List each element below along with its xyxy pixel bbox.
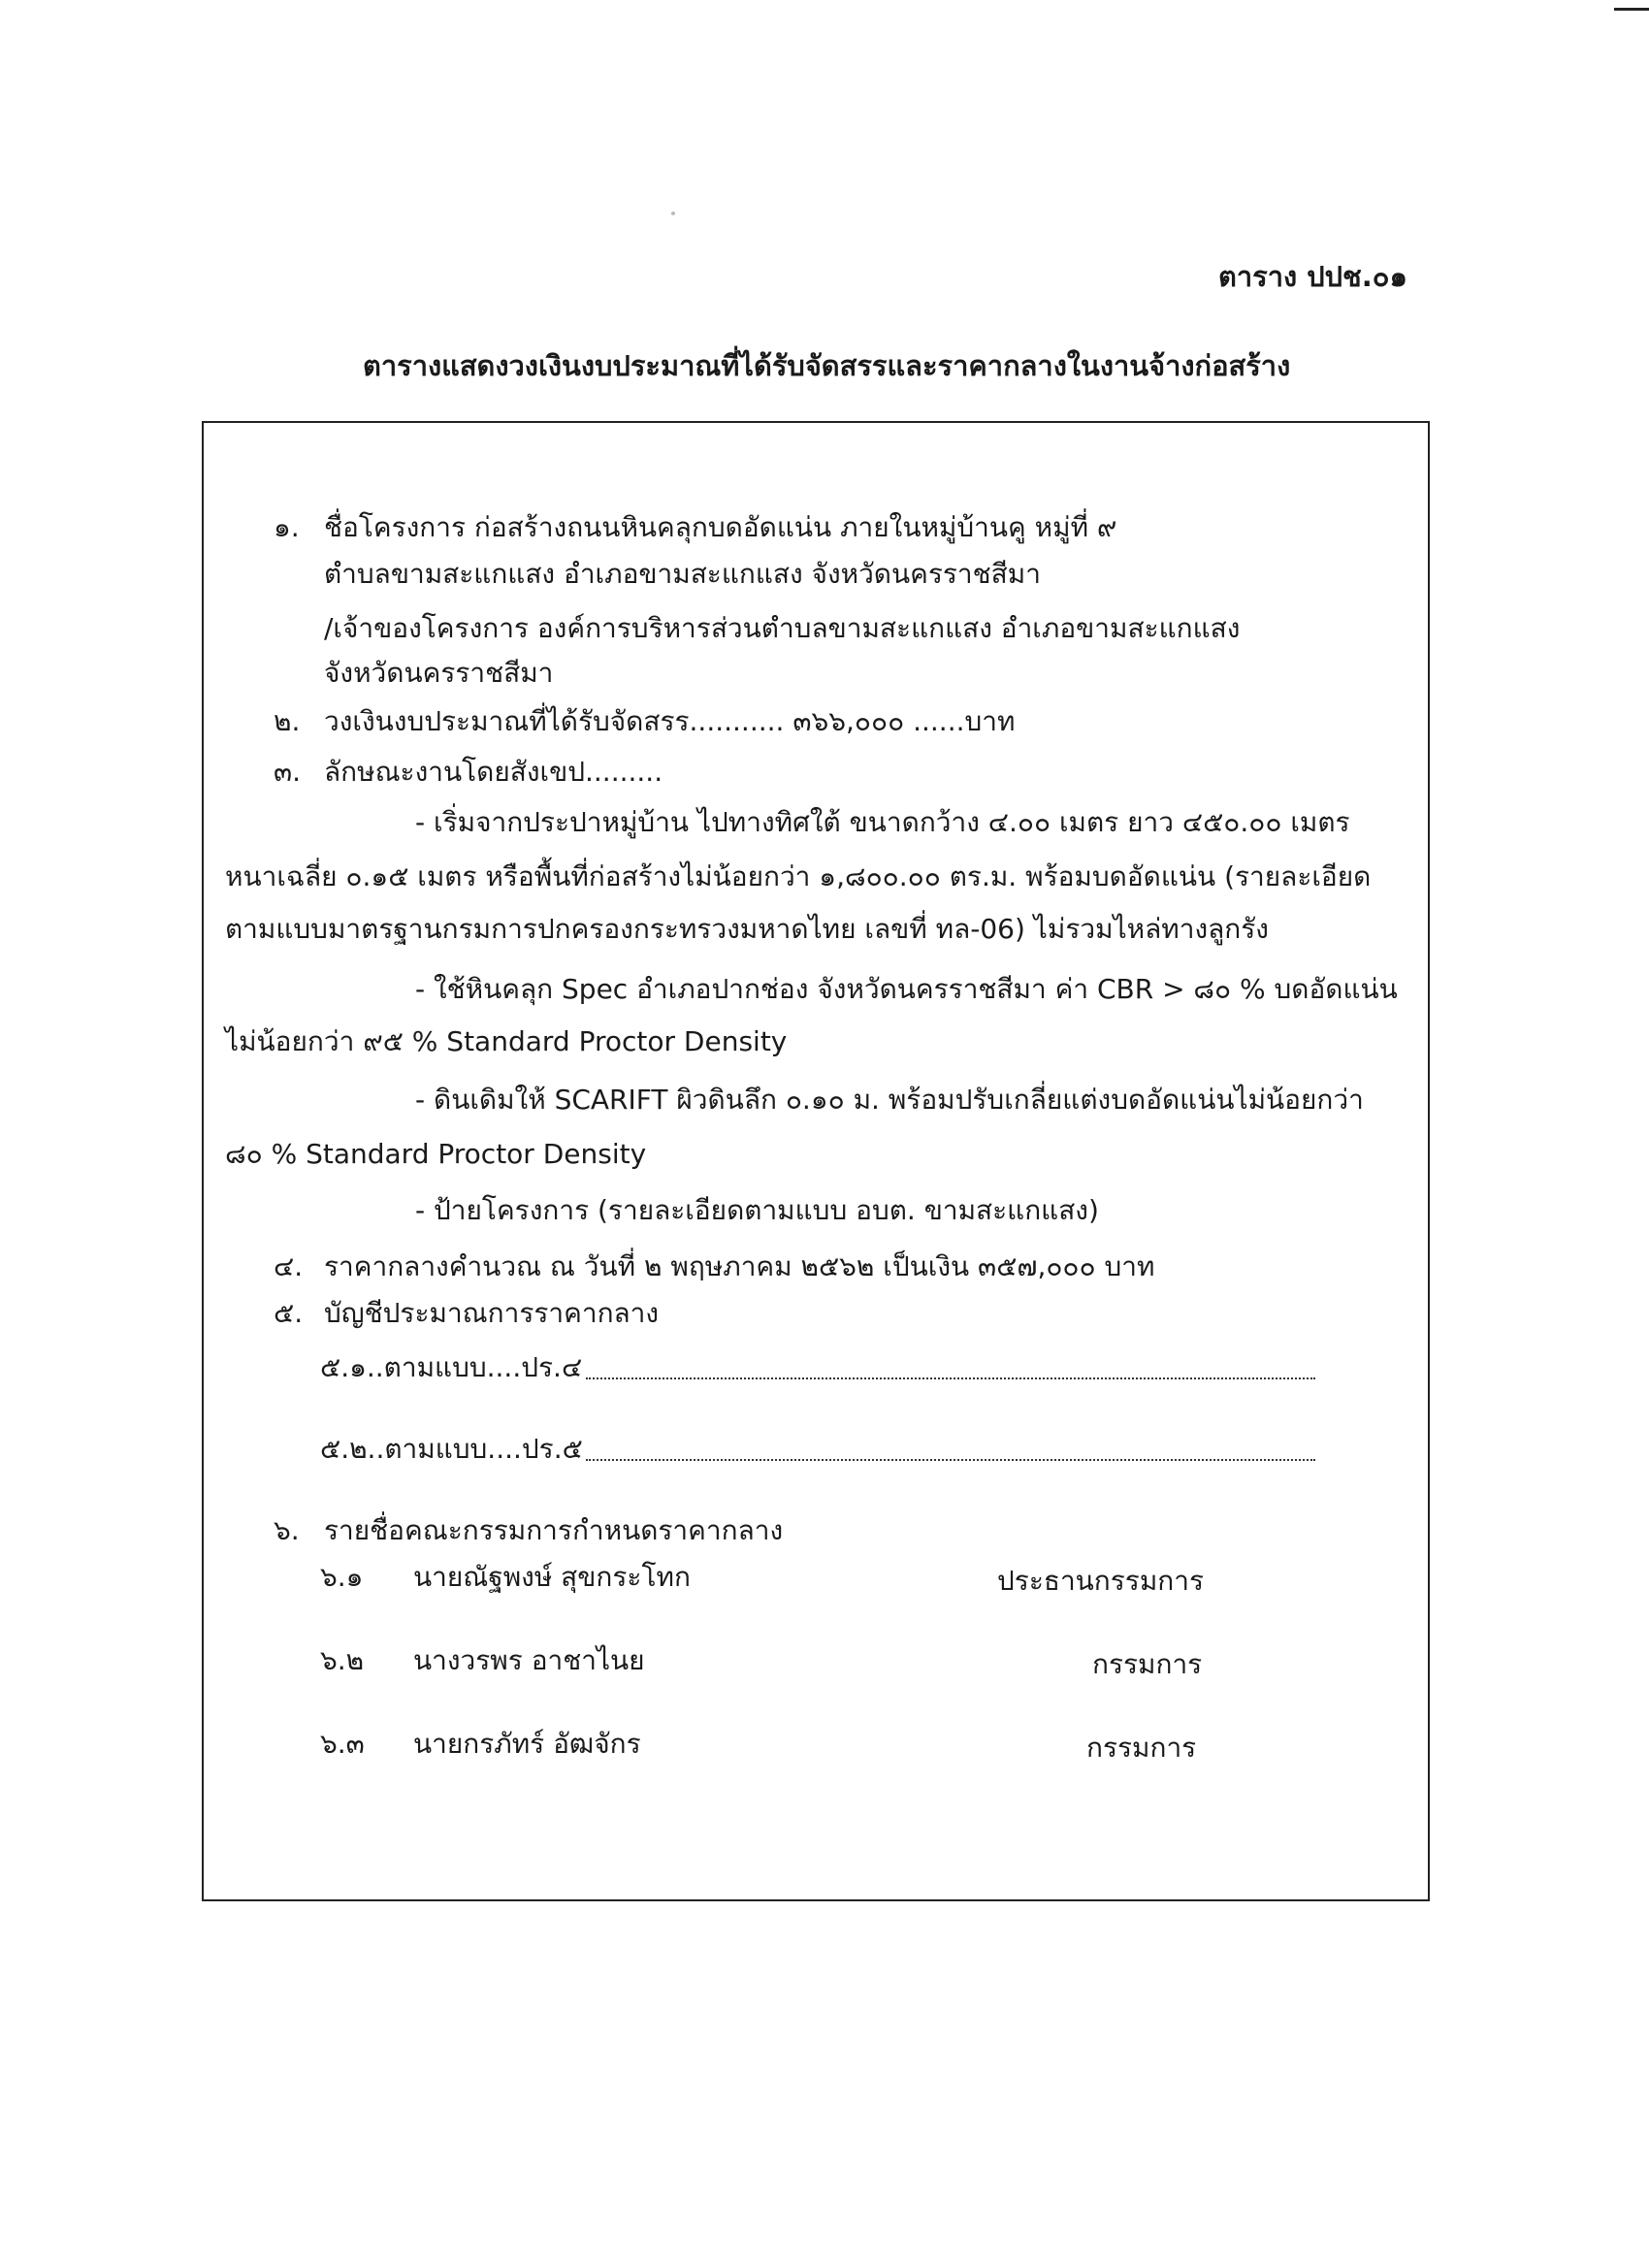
item3-bullet3-line2: ๘๐ % Standard Proctor Density: [225, 1138, 647, 1170]
item3-bullet3-line1: - ดินเดิมให้ SCARIFT ผิวดินลึก ๐.๑๐ ม. พร้อมปรับเกลี่ยแต่งบดอัดแน่นไม่น้อยกว่า: [415, 1084, 1364, 1116]
item2-text: วงเงินงบประมาณที่ได้รับจัดสรร........... ๓๖๖,๐๐๐ ......บาท: [324, 705, 1016, 737]
item1-line4: จังหวัดนครราชสีมา: [324, 657, 554, 689]
committee-member-2-role: กรรมการ: [1092, 1648, 1203, 1680]
item3-bullet1-line1: - เริ่มจากประปาหมู่บ้าน ไปทางทิศใต้ ขนาดกว้าง ๔.๐๐ เมตร ยาว ๔๕๐.๐๐ เมตร: [415, 806, 1350, 838]
item5-heading: บัญชีประมาณการราคากลาง: [324, 1297, 660, 1329]
committee-member-3-name: นายกรภัทร์ อัฒจักร: [413, 1728, 641, 1760]
item4-number: ๔.: [274, 1250, 304, 1282]
item5-number: ๕.: [274, 1297, 304, 1329]
item3-bullet2-line1: - ใช้หินคลุก Spec อำเภอปากช่อง จังหวัดนครราชสีมา ค่า CBR > ๘๐ % บดอัดแน่น: [415, 973, 1398, 1005]
form-code: ตาราง ปปช.๐๑: [1218, 260, 1407, 293]
document-title: ตารางแสดงวงเงินงบประมาณที่ได้รับจัดสรรและราคากลางในงานจ้างก่อสร้าง: [363, 349, 1291, 382]
committee-member-1-role: ประธานกรรมการ: [997, 1565, 1205, 1597]
item6-heading: รายชื่อคณะกรรมการกำหนดราคากลาง: [324, 1514, 784, 1546]
committee-member-2-name: นางวรพร อาชาไนย: [413, 1644, 645, 1676]
item1-number: ๑.: [274, 511, 300, 543]
item5-sub1: ๕.๑..ตามแบบ....ปร.๔: [320, 1351, 583, 1383]
item3-number: ๓.: [274, 756, 302, 788]
item3-bullet4-line1: - ป้ายโครงการ (รายละเอียดตามแบบ อบต. ขามสะแกแสง): [415, 1194, 1099, 1226]
item3-heading: ลักษณะงานโดยสังเขป.........: [324, 756, 663, 788]
item3-bullet2-line2: ไม่น้อยกว่า ๙๕ % Standard Proctor Density: [225, 1025, 788, 1057]
committee-member-1-name: นายณัฐพงษ์ สุขกระโทก: [413, 1561, 691, 1593]
committee-member-1-number: ๖.๑: [320, 1561, 364, 1593]
item4-text: ราคากลางคำนวณ ณ วันที่ ๒ พฤษภาคม ๒๕๖๒ เป็นเงิน ๓๕๗,๐๐๐ บาท: [324, 1250, 1155, 1282]
item3-bullet1-line3: ตามแบบมาตรฐานกรมการปกครองกระทรวงมหาดไทย เลขที่ ทล-06) ไม่รวมไหล่ทางลูกรัง: [225, 913, 1269, 945]
scan-edge-mark: [1614, 8, 1649, 11]
committee-member-2-number: ๖.๒: [320, 1644, 365, 1676]
item1-line1: ชื่อโครงการ ก่อสร้างถนนหินคลุกบดอัดแน่น ภายในหมู่บ้านคู หมู่ที่ ๙: [324, 511, 1117, 543]
item5-sub2-dotted-leader: [586, 1459, 1315, 1461]
item3-bullet1-line2: หนาเฉลี่ย ๐.๑๕ เมตร หรือพื้นที่ก่อสร้างไม่น้อยกว่า ๑,๘๐๐.๐๐ ตร.ม. พร้อมบดอัดแน่น (รายละเอียด: [225, 860, 1372, 892]
item1-line3: /เจ้าของโครงการ องค์การบริหารส่วนตำบลขามสะแกแสง อำเภอขามสะแกแสง: [324, 612, 1241, 644]
committee-member-3-role: กรรมการ: [1086, 1732, 1197, 1764]
item6-number: ๖.: [274, 1514, 300, 1546]
item5-sub2: ๕.๒..ตามแบบ....ปร.๕: [320, 1433, 583, 1465]
item5-sub1-dotted-leader: [586, 1377, 1315, 1379]
committee-member-3-number: ๖.๓: [320, 1728, 365, 1760]
item1-line2: ตำบลขามสะแกแสง อำเภอขามสะแกแสง จังหวัดนครราชสีมา: [324, 558, 1041, 590]
scan-speck: [671, 211, 675, 215]
item2-number: ๒.: [274, 705, 301, 737]
